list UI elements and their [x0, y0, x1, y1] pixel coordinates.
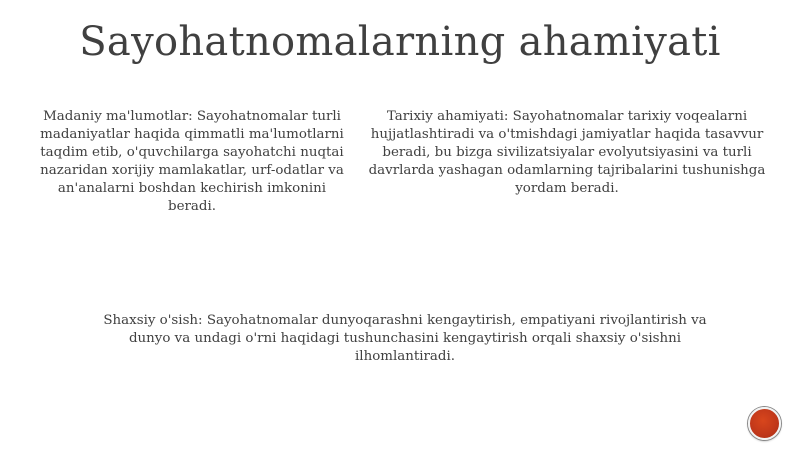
- cultural-info-text: Madaniy ma'lumotlar: Sayohatnomalar turli madaniyatlar haqida qimmatli ma'lumotlarni taqdim etib, o'quvchilarga sayohatchi nuqtai nazaridan xorijiy mamlakatlar, urf-odatlar va an'analarni boshdan kechirish imkonini beradi.: [40, 109, 344, 214]
- circle-nav-icon[interactable]: [748, 407, 781, 440]
- historical-significance-text: Tarixiy ahamiyati: Sayohatnomalar tarixiy voqealarni hujjatlashtiradi va o'tmishdagi jamiyatlar haqida tasavvur beradi, bu bizga sivilizatsiyalar evolyutsiyasini va turli davrlarda yashagan odamlarning tajribalarini tushunishga yordam beradi.: [368, 109, 766, 196]
- slide-title: Sayohatnomalarning ahamiyati: [79, 19, 721, 65]
- personal-growth-text: Shaxsiy o'sish: Sayohatnomalar dunyoqarashni kengaytirish, empatiyani rivojlantirish va dunyo va undagi o'rni haqidagi tushunchasini kengaytirish orqali shaxsiy o'sishni ilhomlantiradi.: [103, 313, 707, 364]
